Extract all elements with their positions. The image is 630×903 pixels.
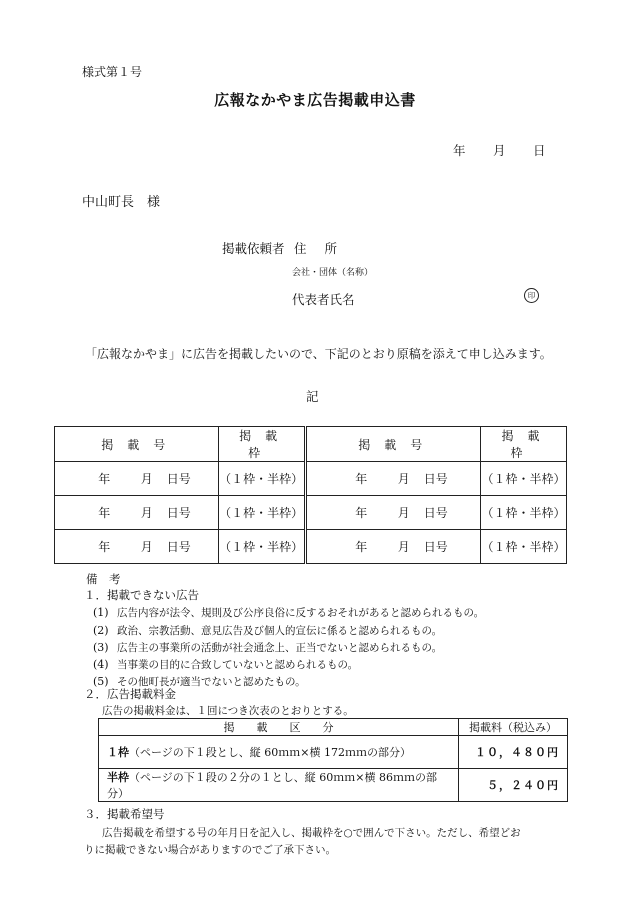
item-number: (4) bbox=[93, 658, 109, 671]
intro-text: 「広報なかやま」に広告を掲載したいので、下記のとおり原稿を添えて申し込みます。 bbox=[85, 347, 552, 361]
section-2-title: ２．広告掲載料金 bbox=[84, 687, 176, 701]
form-number: 様式第１号 bbox=[82, 65, 143, 79]
representative-name-label: 代表者氏名 bbox=[292, 292, 355, 307]
item-text: その他町長が適当でないと認めたもの。 bbox=[117, 676, 306, 688]
fee-table bbox=[98, 718, 568, 802]
month-label: 月 bbox=[397, 472, 410, 486]
issue-date-cell[interactable] bbox=[55, 496, 219, 530]
month-label: 月 bbox=[397, 506, 410, 520]
month-label: 月 bbox=[140, 472, 153, 486]
date-day-label: 日 bbox=[533, 143, 546, 158]
issue-date-cell[interactable] bbox=[55, 462, 219, 496]
issue-date-cell[interactable] bbox=[305, 462, 480, 496]
section-3-title: ３．掲載希望号 bbox=[84, 807, 165, 821]
fee-category-cell bbox=[99, 769, 459, 802]
section-3-text-line-2: りに掲載できない場合がありますのでご了承下さい。 bbox=[84, 844, 336, 856]
frame-choice-cell[interactable]: （１枠・半枠） bbox=[481, 496, 567, 530]
schedule-row bbox=[55, 530, 567, 564]
fee-category-detail: （ページの下１段の２分の１とし、縦 60ｍｍ×横 86ｍｍの部分） bbox=[107, 771, 437, 800]
item-number: (5) bbox=[93, 675, 109, 688]
month-label: 月 bbox=[140, 540, 153, 554]
year-label: 年 bbox=[355, 506, 368, 520]
header-frame-2: 掲載枠 bbox=[501, 429, 554, 460]
fee-price: ５，２４０円 bbox=[459, 769, 568, 802]
date-line bbox=[453, 141, 546, 159]
month-label: 月 bbox=[397, 540, 410, 554]
item-text: 当事業の目的に合致していないと認められるもの。 bbox=[117, 659, 359, 671]
day-label: 日号 bbox=[423, 472, 448, 486]
date-year-label: 年 bbox=[453, 143, 466, 158]
section-3-text-line-1: 広告掲載を希望する号の年月日を記入し、掲載枠を○で囲んで下さい。ただし、希望どお bbox=[102, 827, 521, 839]
item-text: 広告主の事業所の活動が社会通念上、正当でないと認められるもの。 bbox=[117, 642, 443, 654]
frame-choice-cell[interactable]: （１枠・半枠） bbox=[481, 530, 567, 564]
year-label: 年 bbox=[98, 540, 111, 554]
header-issue: 掲載号 bbox=[101, 437, 180, 452]
item-number: (1) bbox=[93, 606, 109, 619]
restriction-item bbox=[93, 605, 484, 620]
year-label: 年 bbox=[98, 472, 111, 486]
year-label: 年 bbox=[355, 472, 368, 486]
item-number: (2) bbox=[93, 624, 109, 637]
day-label: 日号 bbox=[166, 540, 191, 554]
restriction-item bbox=[93, 657, 358, 672]
schedule-row bbox=[55, 462, 567, 496]
date-month-label: 月 bbox=[493, 143, 506, 158]
restriction-item bbox=[93, 640, 442, 655]
frame-choice-cell[interactable]: （１枠・半枠） bbox=[218, 530, 305, 564]
header-frame: 掲載枠 bbox=[239, 429, 292, 460]
schedule-table bbox=[54, 426, 567, 564]
fee-category-cell bbox=[99, 736, 459, 769]
issue-date-cell[interactable] bbox=[305, 496, 480, 530]
frame-choice-cell[interactable]: （１枠・半枠） bbox=[218, 462, 305, 496]
day-label: 日号 bbox=[423, 540, 448, 554]
fee-row bbox=[99, 769, 568, 802]
applicant-label: 掲載依頼者 bbox=[222, 241, 285, 256]
schedule-row bbox=[55, 496, 567, 530]
fee-description: 広告の掲載料金は、１回につき次表のとおりとする。 bbox=[102, 705, 354, 717]
frame-choice-cell[interactable]: （１枠・半枠） bbox=[481, 462, 567, 496]
day-label: 日号 bbox=[166, 472, 191, 486]
frame-choice-cell[interactable]: （１枠・半枠） bbox=[218, 496, 305, 530]
section-1-title: １．掲載できない広告 bbox=[84, 588, 199, 602]
day-label: 日号 bbox=[166, 506, 191, 520]
issue-date-cell[interactable] bbox=[55, 530, 219, 564]
seal-icon: 印 bbox=[524, 288, 539, 303]
fee-header-row bbox=[99, 719, 568, 736]
fee-header-price: 掲載料（税込み） bbox=[459, 719, 568, 736]
company-name-label: 会社・団体（名称） bbox=[292, 268, 374, 278]
item-text: 政治、宗教活動、意見広告及び個人的宣伝に係ると認められるもの。 bbox=[117, 625, 443, 637]
item-number: (3) bbox=[93, 641, 109, 654]
year-label: 年 bbox=[355, 540, 368, 554]
fee-category-detail: （ページの下１段とし、縦 60ｍｍ×横 172ｍｍの部分） bbox=[129, 746, 411, 759]
item-text: 広告内容が法令、規則及び公序良俗に反するおそれがあると認められるもの。 bbox=[117, 607, 485, 619]
month-label: 月 bbox=[140, 506, 153, 520]
issue-date-cell[interactable] bbox=[305, 530, 480, 564]
fee-row bbox=[99, 736, 568, 769]
year-label: 年 bbox=[98, 506, 111, 520]
header-issue-2: 掲載号 bbox=[358, 437, 437, 452]
address-label: 住所 bbox=[294, 241, 356, 256]
ki-heading: 記 bbox=[306, 389, 319, 404]
fee-header-category: 掲 載 区 分 bbox=[99, 719, 459, 736]
fee-category-name: １枠 bbox=[107, 746, 129, 759]
fee-price: １０，４８０円 bbox=[459, 736, 568, 769]
page-title: 広報なかやま広告掲載申込書 bbox=[214, 91, 416, 109]
addressee: 中山町長 様 bbox=[82, 195, 161, 210]
fee-category-name: 半枠 bbox=[107, 771, 129, 784]
notes-heading: 備 考 bbox=[86, 572, 121, 586]
restriction-item bbox=[93, 623, 442, 638]
schedule-header-row bbox=[55, 427, 567, 462]
day-label: 日号 bbox=[423, 506, 448, 520]
